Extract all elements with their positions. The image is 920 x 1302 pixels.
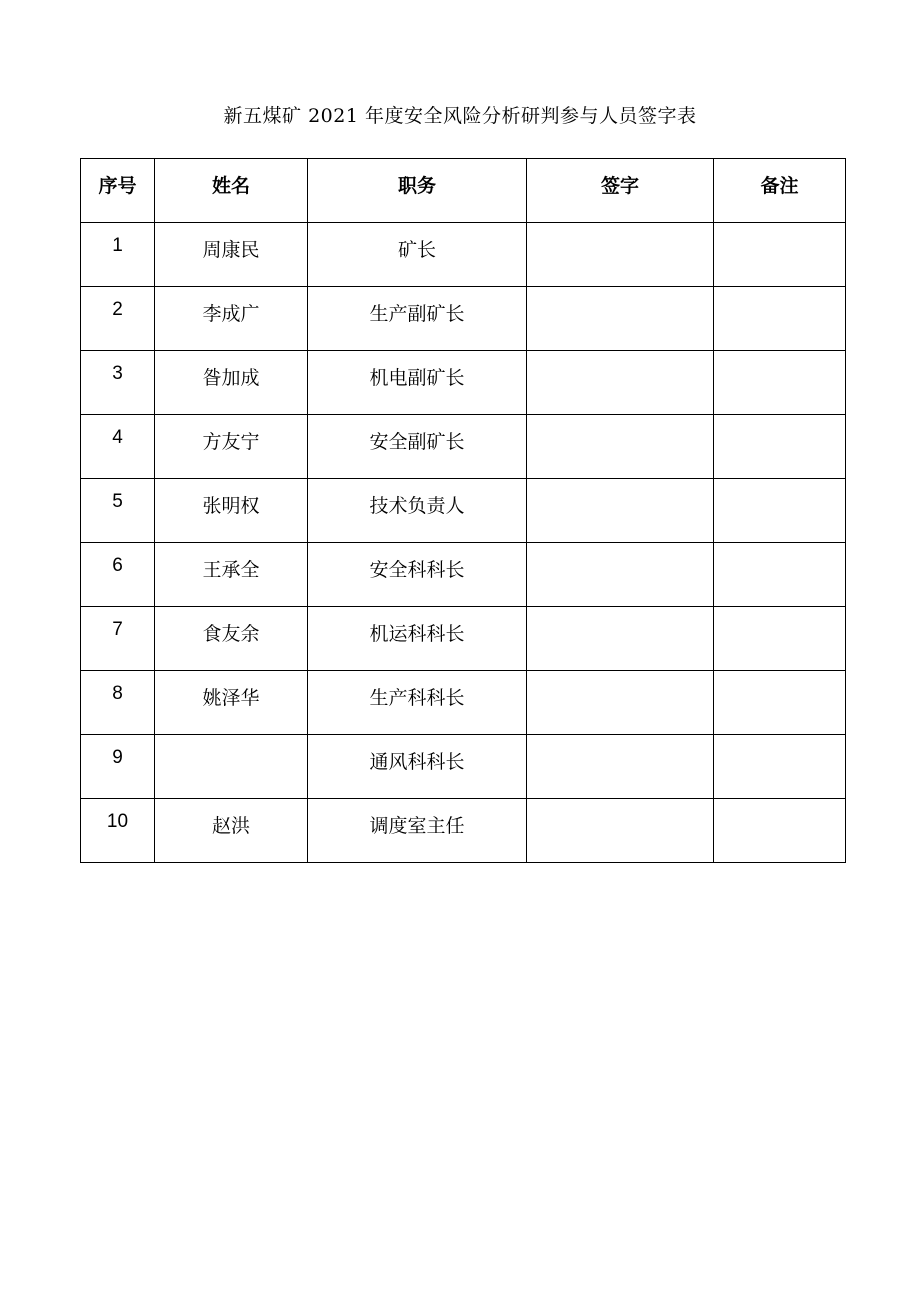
cell-no: 2 [81, 287, 155, 351]
table-row [81, 735, 846, 799]
header-position: 职务 [308, 159, 527, 223]
cell-signature [527, 543, 714, 607]
cell-no: 7 [81, 607, 155, 671]
cell-no: 10 [81, 799, 155, 863]
table-row [81, 671, 846, 735]
cell-remark [714, 671, 846, 735]
cell-name: 周康民 [155, 223, 308, 287]
cell-name: 李成广 [155, 287, 308, 351]
cell-signature [527, 479, 714, 543]
cell-no: 4 [81, 415, 155, 479]
cell-name: 方友宁 [155, 415, 308, 479]
cell-signature [527, 735, 714, 799]
header-no: 序号 [81, 159, 155, 223]
table-row [81, 479, 846, 543]
cell-signature [527, 415, 714, 479]
cell-remark [714, 223, 846, 287]
cell-no: 5 [81, 479, 155, 543]
cell-name: 姚泽华 [155, 671, 308, 735]
table-row [81, 223, 846, 287]
cell-signature [527, 351, 714, 415]
cell-name: 赵洪 [155, 799, 308, 863]
signature-table [80, 158, 846, 863]
cell-signature [527, 799, 714, 863]
cell-signature [527, 223, 714, 287]
cell-position: 技术负责人 [308, 479, 527, 543]
cell-position: 安全科科长 [308, 543, 527, 607]
table-row [81, 415, 846, 479]
cell-remark [714, 351, 846, 415]
cell-position: 机运科科长 [308, 607, 527, 671]
table-row [81, 543, 846, 607]
cell-position: 安全副矿长 [308, 415, 527, 479]
cell-no: 9 [81, 735, 155, 799]
cell-signature [527, 287, 714, 351]
table-header-row [81, 159, 846, 223]
cell-remark [714, 799, 846, 863]
cell-no: 8 [81, 671, 155, 735]
cell-no: 1 [81, 223, 155, 287]
header-name: 姓名 [155, 159, 308, 223]
cell-position: 机电副矿长 [308, 351, 527, 415]
header-remark: 备注 [714, 159, 846, 223]
cell-position: 生产副矿长 [308, 287, 527, 351]
table-row [81, 607, 846, 671]
cell-name: 张明权 [155, 479, 308, 543]
table-row [81, 351, 846, 415]
cell-signature [527, 671, 714, 735]
cell-remark [714, 287, 846, 351]
page-title: 新五煤矿 2021 年度安全风险分析研判参与人员签字表 [223, 105, 697, 127]
header-signature: 签字 [527, 159, 714, 223]
cell-remark [714, 479, 846, 543]
table-row [81, 287, 846, 351]
cell-position: 通风科科长 [308, 735, 527, 799]
cell-no: 6 [81, 543, 155, 607]
table-row [81, 799, 846, 863]
cell-position: 矿长 [308, 223, 527, 287]
cell-remark [714, 607, 846, 671]
cell-name: 王承全 [155, 543, 308, 607]
cell-position: 调度室主任 [308, 799, 527, 863]
cell-remark [714, 735, 846, 799]
cell-name [155, 735, 308, 799]
cell-name: 食友余 [155, 607, 308, 671]
cell-name: 昝加成 [155, 351, 308, 415]
cell-remark [714, 543, 846, 607]
cell-signature [527, 607, 714, 671]
cell-position: 生产科科长 [308, 671, 527, 735]
cell-remark [714, 415, 846, 479]
cell-no: 3 [81, 351, 155, 415]
